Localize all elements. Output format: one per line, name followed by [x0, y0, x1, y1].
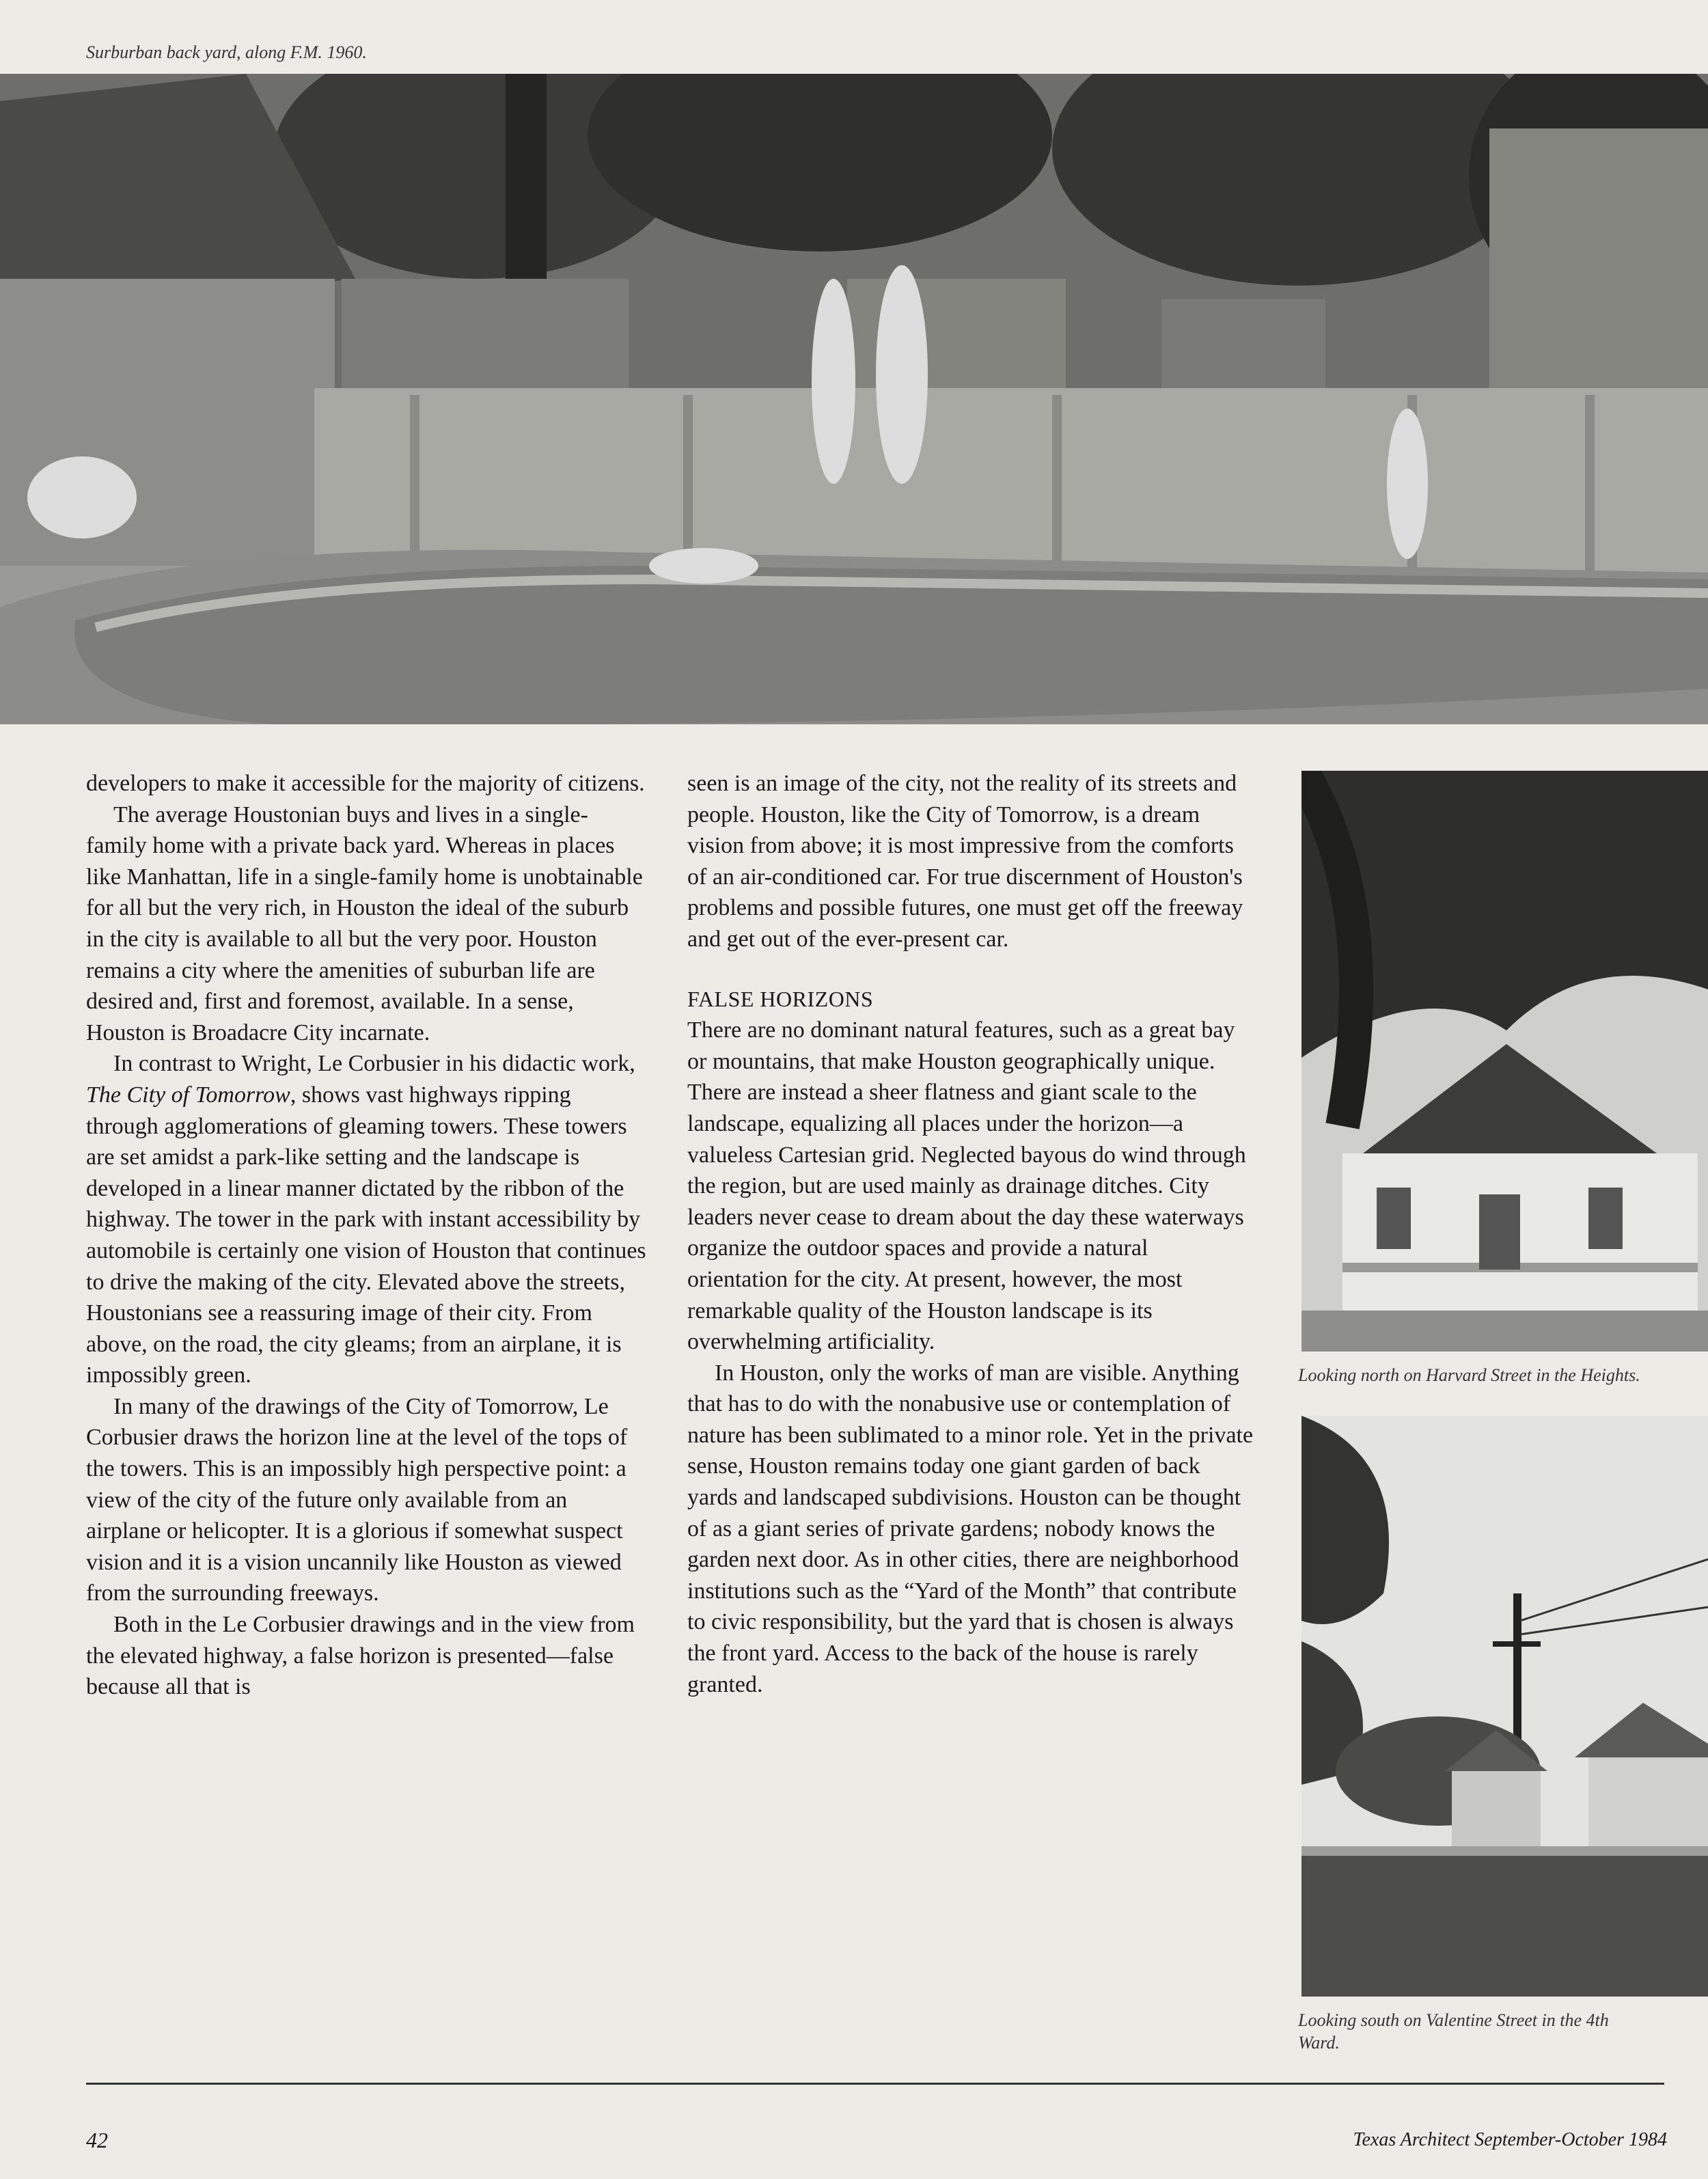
page-number: 42 [86, 2128, 108, 2152]
column2-paragraph-1: seen is an image of the city, not the reality of its streets and people. Houston, like the City of Tomorrow, is a dream vision from above; it is most impressive from the comforts of an air-conditioned car. For true discernment of Houston's problems and possible futures, one must get off the freeway and get out of the ever-present car. [687, 771, 1243, 952]
top-photo-caption: Surburban back yard, along F.M. 1960. [86, 42, 367, 62]
column1-paragraph-2: The average Houstonian buys and lives in a single-family home with a private back yard. Whereas in places like Manhattan, life in a single-family home is unobtainable for all but the very rich, in Houston the ideal of the suburb in the city is available to all but the very poor. Houston remains a city where the amenities of suburban life are desired and, first and foremost, available. In a sense, Houston is Broadacre City incarnate. [86, 801, 643, 1045]
column2-paragraph-3: In Houston, only the works of man are visible. Anything that has to do with the nonabusive use or contemplation of nature has been sublimated to a minor role. Yet in the private sense, Houston remains today one giant garden of back yards and landscaped subdivisions. Houston can be thought of as a giant series of private gardens; nobody knows the garden next door. As in other cities, there are neighborhood institutions such as the “Yard of the Month” that contribute to civic responsibility, but the yard that is chosen is always the front yard. Access to the back of the house is rarely granted. [687, 1360, 1254, 1697]
journal-footer: Texas Architect September-October 1984 [1353, 2129, 1667, 2150]
harvard-street-photo [1301, 771, 1708, 1352]
footer-rule [86, 2083, 1664, 2085]
text-column-2 [687, 768, 1254, 1700]
book-title: The City of Tomorrow [86, 1082, 290, 1108]
harvard-street-caption: Looking north on Harvard Street in the Heights. [1298, 1365, 1640, 1385]
column1-paragraph-3 [86, 1048, 646, 1391]
column1-paragraph-4: In many of the drawings of the City of Tomorrow, Le Corbusier draws the horizon line at the level of the tops of the towers. This is an impossibly high perspective point: a view of the city of the future only available from an airplane or helicopter. It is a glorious if somewhat suspect vision and it is a vision uncannily like Houston as viewed from the surrounding freeways. [86, 1393, 628, 1606]
valentine-street-photo [1301, 1416, 1708, 1997]
column2-paragraph-2: There are no dominant natural features, such as a great bay or mountains, that make Houston geographically unique. There are instead a sheer flatness and giant scale to the landscape, equalizing all places under the horizon—a valueless Cartesian grid. Neglected bayous do wind through the region, but are used mainly as drainage ditches. City leaders never cease to dream about the day these waterways organize the outdoor spaces and provide a natural orientation for the city. At present, however, the most remarkable quality of the Houston landscape is its overwhelming artificiality. [687, 1017, 1246, 1355]
backyard-pool-photo [0, 74, 1708, 724]
column1-paragraph-3-rest: , shows vast highways ripping through agglomerations of gleaming towers. These towers are set amidst a park-like setting and the landscape is developed in a linear manner dictated by the ribbon of the highway. The tower in the park with instant accessibility by automobile is certainly one vision of Houston that continues to drive the making of the city. Elevated above the streets, Houstonians see a reassuring image of their city. From above, on the road, the city gleams; from an airplane, it is impossibly green. [86, 1082, 646, 1388]
column1-paragraph-1: developers to make it accessible for the majority of citizens. [86, 771, 645, 796]
text-column-1 [86, 768, 646, 1703]
valentine-street-caption: Looking south on Valentine Street in the 4th Ward. [1298, 2010, 1609, 2053]
column1-paragraph-3-lead: In contrast to Wright, Le Corbusier in his didactic work, [113, 1051, 635, 1077]
section-heading: FALSE HORIZONS [687, 986, 874, 1011]
column1-paragraph-5: Both in the Le Corbusier drawings and in the view from the elevated highway, a false horizon is presented—false because all that is [86, 1612, 635, 1700]
